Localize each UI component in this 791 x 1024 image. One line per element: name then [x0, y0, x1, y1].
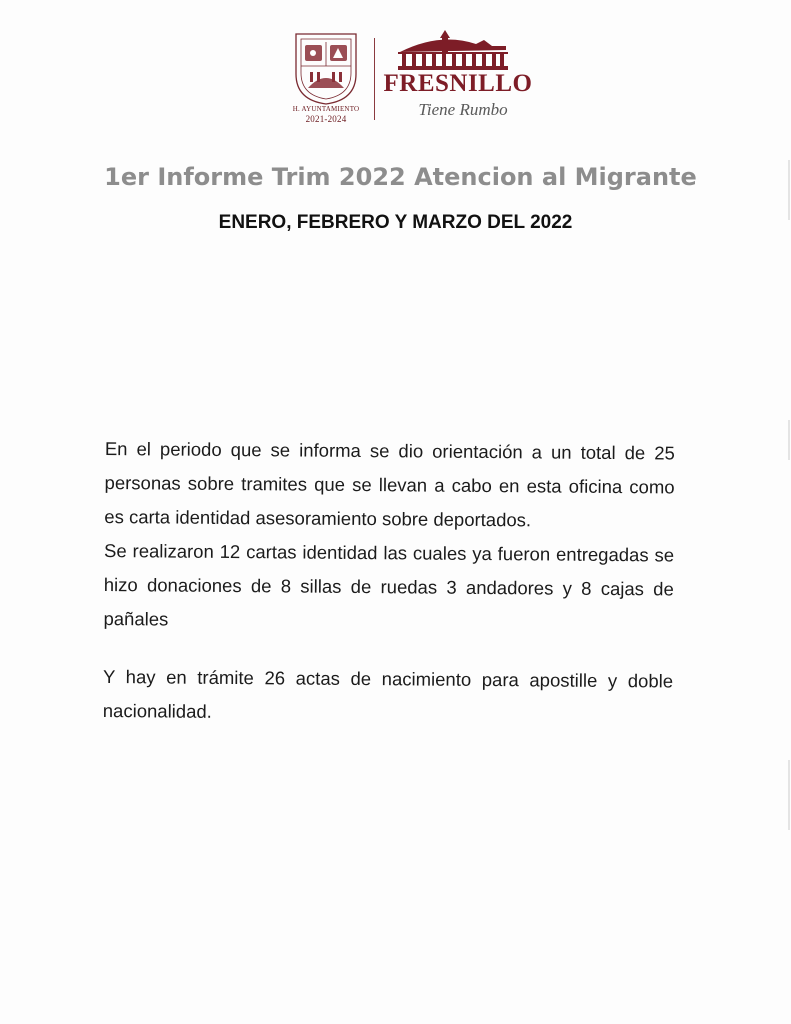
scan-edge-mark	[788, 160, 790, 220]
report-body	[103, 432, 675, 732]
seal-caption: H. AYUNTAMIENTO	[292, 105, 360, 113]
paragraph-orientation: En el periodo que se informa se dio orientación a un total de 25 personas sobre tramites que se llevan a cabo en esta oficina como es carta identidad asesoramiento sobre deportados.	[104, 437, 675, 531]
header-logos	[286, 30, 536, 125]
city-tagline: Tiene Rumbo	[418, 100, 508, 119]
paragraph-donations: Se realizaron 12 cartas identidad las cuales ya fueron entregadas se hizo donaciones de 8 sillas de ruedas 3 andadores y 8 cajas de pañales	[103, 539, 675, 630]
scan-edge-mark	[788, 760, 790, 830]
city-name: FRESNILLO	[383, 70, 533, 97]
report-period: ENERO, FEBRERO Y MARZO DEL 2022	[218, 212, 573, 233]
logo-divider	[374, 38, 375, 120]
seal-years: 2021-2024	[305, 114, 347, 124]
scan-edge-mark	[788, 420, 790, 460]
report-title: 1er Informe Trim 2022 Atencion al Migrante	[104, 163, 697, 191]
paragraph-birth-certificates: Y hay en trámite 26 actas de nacimiento para apostille y doble nacionalidad.	[102, 665, 674, 722]
